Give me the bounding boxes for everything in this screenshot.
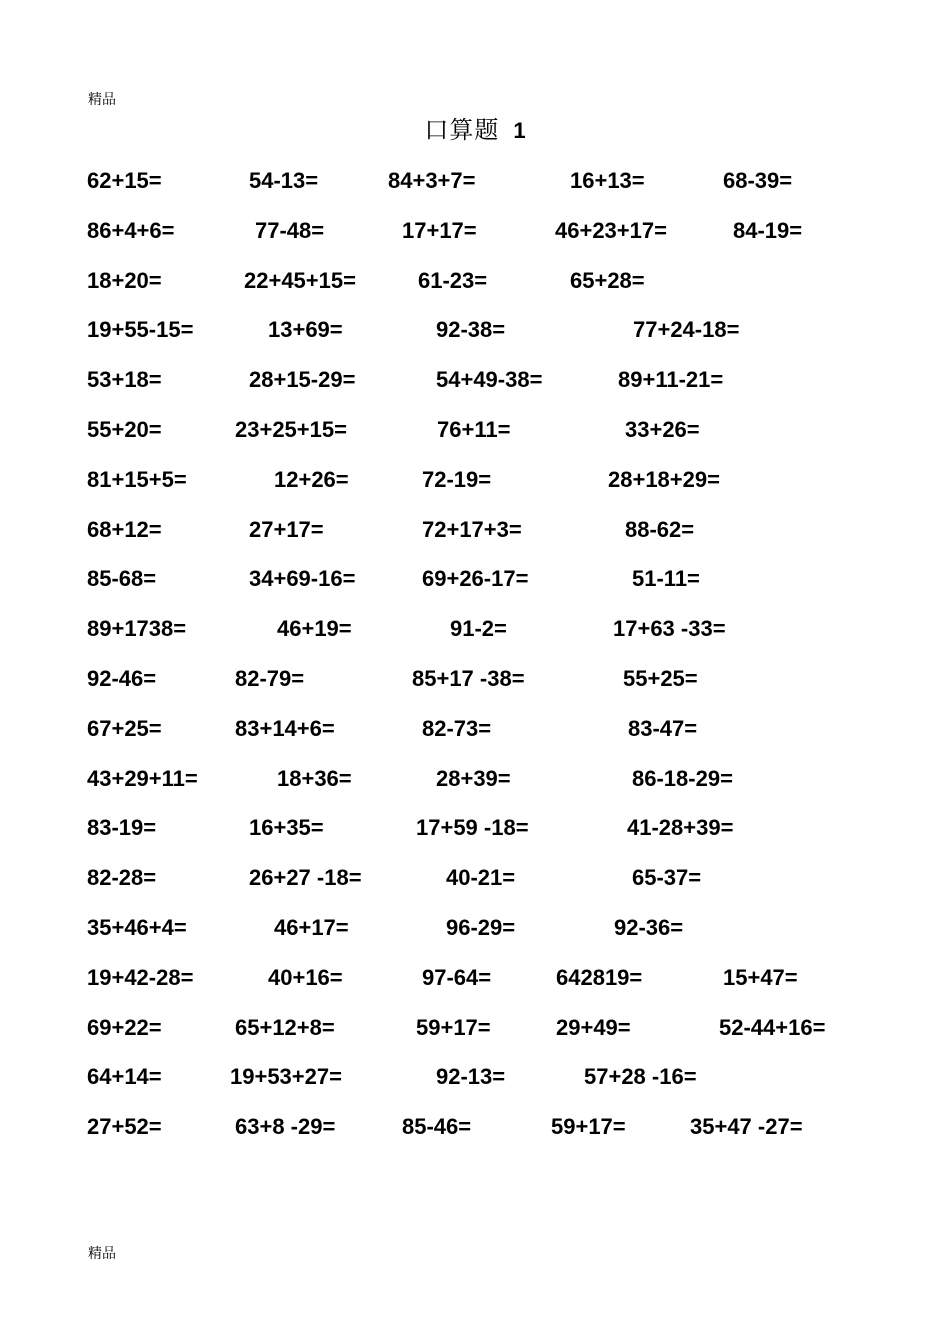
problem-row	[0, 1013, 950, 1063]
problem-item: 85+17 -38=	[412, 665, 525, 691]
problem-item: 28+18+29=	[608, 466, 720, 492]
problem-row	[0, 315, 950, 365]
problem-item: 16+13=	[570, 168, 645, 193]
problem-row	[0, 614, 950, 664]
problem-item: 19+53+27=	[230, 1064, 342, 1090]
problem-item: 35+47 -27=	[690, 1114, 803, 1140]
problem-item: 88-62=	[625, 516, 695, 542]
problem-item: 17+17=	[402, 217, 477, 243]
problem-item: 53+18=	[87, 367, 162, 393]
problem-item: 40+16=	[268, 964, 343, 990]
problem-item: 69+22=	[87, 1014, 162, 1040]
problem-item: 51-11=	[632, 566, 700, 592]
problem-row	[0, 664, 950, 714]
problem-item: 67+25=	[87, 715, 162, 741]
problem-item: 46+19=	[277, 616, 352, 642]
problem-item: 83-19=	[87, 815, 157, 841]
problem-item: 64+14=	[87, 1064, 162, 1090]
problem-item: 19+42-28=	[87, 964, 194, 990]
problem-item: 85-46=	[402, 1114, 472, 1140]
problem-item: 23+25+15=	[235, 416, 347, 442]
problem-row	[0, 166, 950, 216]
problem-item: 91-2=	[450, 616, 507, 642]
problem-row	[0, 714, 950, 764]
problem-item: 77+24-18=	[633, 317, 740, 343]
problem-grid	[0, 166, 950, 1162]
problem-row	[0, 365, 950, 415]
problem-item: 65+12+8=	[235, 1014, 335, 1040]
problem-item: 12+26=	[274, 466, 349, 492]
problem-item: 26+27 -18=	[249, 865, 362, 891]
problem-row	[0, 564, 950, 614]
problem-item: 72+17+3=	[422, 516, 522, 542]
problem-row	[0, 465, 950, 515]
problem-item: 63+8 -29=	[235, 1114, 336, 1140]
problem-item: 27+52=	[87, 1114, 162, 1140]
problem-item: 92-13=	[436, 1064, 506, 1090]
problem-row	[0, 764, 950, 814]
problem-item: 89+1738=	[87, 616, 187, 642]
header-mark: 精品	[88, 92, 116, 108]
problem-item: 82-79=	[235, 665, 305, 691]
problem-item: 72-19=	[422, 466, 492, 492]
problem-item: 27+17=	[249, 516, 324, 542]
problem-item: 15+47=	[723, 964, 798, 990]
problem-row	[0, 913, 950, 963]
problem-item: 83+14+6=	[235, 715, 335, 741]
problem-item: 59+17=	[416, 1014, 491, 1040]
problem-item: 43+29+11=	[87, 765, 198, 791]
problem-item: 33+26=	[625, 416, 700, 442]
problem-item: 69+26-17=	[422, 566, 529, 592]
problem-item: 76+11=	[437, 416, 511, 442]
problem-item: 86+4+6=	[87, 217, 175, 243]
problem-item: 35+46+4=	[87, 914, 187, 940]
problem-item: 55+20=	[87, 416, 162, 442]
problem-item: 84+3+7=	[388, 168, 476, 193]
problem-item: 29+49=	[556, 1014, 631, 1040]
problem-item: 82-28=	[87, 865, 157, 891]
page-title	[0, 114, 950, 147]
problem-item: 28+15-29=	[249, 367, 356, 393]
problem-item: 96-29=	[446, 914, 516, 940]
problem-item: 40-21=	[446, 865, 516, 891]
problem-row	[0, 415, 950, 465]
problem-item: 18+36=	[277, 765, 352, 791]
problem-item: 55+25=	[623, 665, 698, 691]
problem-row	[0, 1112, 950, 1162]
problem-item: 97-64=	[422, 964, 492, 990]
problem-item: 28+39=	[436, 765, 511, 791]
problem-item: 18+20=	[87, 267, 162, 293]
problem-item: 17+59 -18=	[416, 815, 529, 841]
problem-item: 65-37=	[632, 865, 702, 891]
problem-item: 61-23=	[418, 267, 488, 293]
problem-item: 59+17=	[551, 1114, 626, 1140]
problem-item: 86-18-29=	[632, 765, 733, 791]
problem-item: 85-68=	[87, 566, 157, 592]
title-number: 1	[513, 118, 526, 143]
problem-item: 92-46=	[87, 665, 157, 691]
problem-row	[0, 216, 950, 266]
problem-item: 65+28=	[570, 267, 645, 293]
problem-row	[0, 266, 950, 316]
problem-item: 68+12=	[87, 516, 162, 542]
problem-item: 54+49-38=	[436, 367, 543, 393]
problem-item: 82-73=	[422, 715, 492, 741]
problem-row	[0, 863, 950, 913]
problem-item: 83-47=	[628, 715, 698, 741]
problem-item: 81+15+5=	[87, 466, 187, 492]
title-text: 口算题	[424, 116, 500, 144]
problem-row	[0, 813, 950, 863]
problem-row	[0, 515, 950, 565]
problem-item: 34+69-16=	[249, 566, 356, 592]
problem-item: 22+45+15=	[244, 267, 356, 293]
problem-item: 77-48=	[255, 217, 325, 243]
problem-item: 92-38=	[436, 317, 506, 343]
problem-item: 92-36=	[614, 914, 684, 940]
problem-item: 68-39=	[723, 168, 793, 193]
problem-item: 41-28+39=	[627, 815, 734, 841]
problem-row	[0, 1062, 950, 1112]
problem-item: 46+23+17=	[555, 217, 667, 243]
problem-item: 46+17=	[274, 914, 349, 940]
problem-item: 19+55-15=	[87, 317, 194, 343]
problem-item: 57+28 -16=	[584, 1064, 697, 1090]
problem-item: 84-19=	[733, 217, 803, 243]
problem-item: 642819=	[556, 964, 643, 990]
problem-item: 52-44+16=	[719, 1014, 826, 1040]
problem-item: 13+69=	[268, 317, 343, 343]
problem-item: 16+35=	[249, 815, 324, 841]
problem-item: 17+63 -33=	[613, 616, 726, 642]
problem-item: 54-13=	[249, 168, 319, 193]
problem-item: 89+11-21=	[618, 367, 724, 393]
problem-row	[0, 963, 950, 1013]
footer-mark: 精品	[88, 1246, 116, 1262]
problem-item: 62+15=	[87, 168, 162, 193]
